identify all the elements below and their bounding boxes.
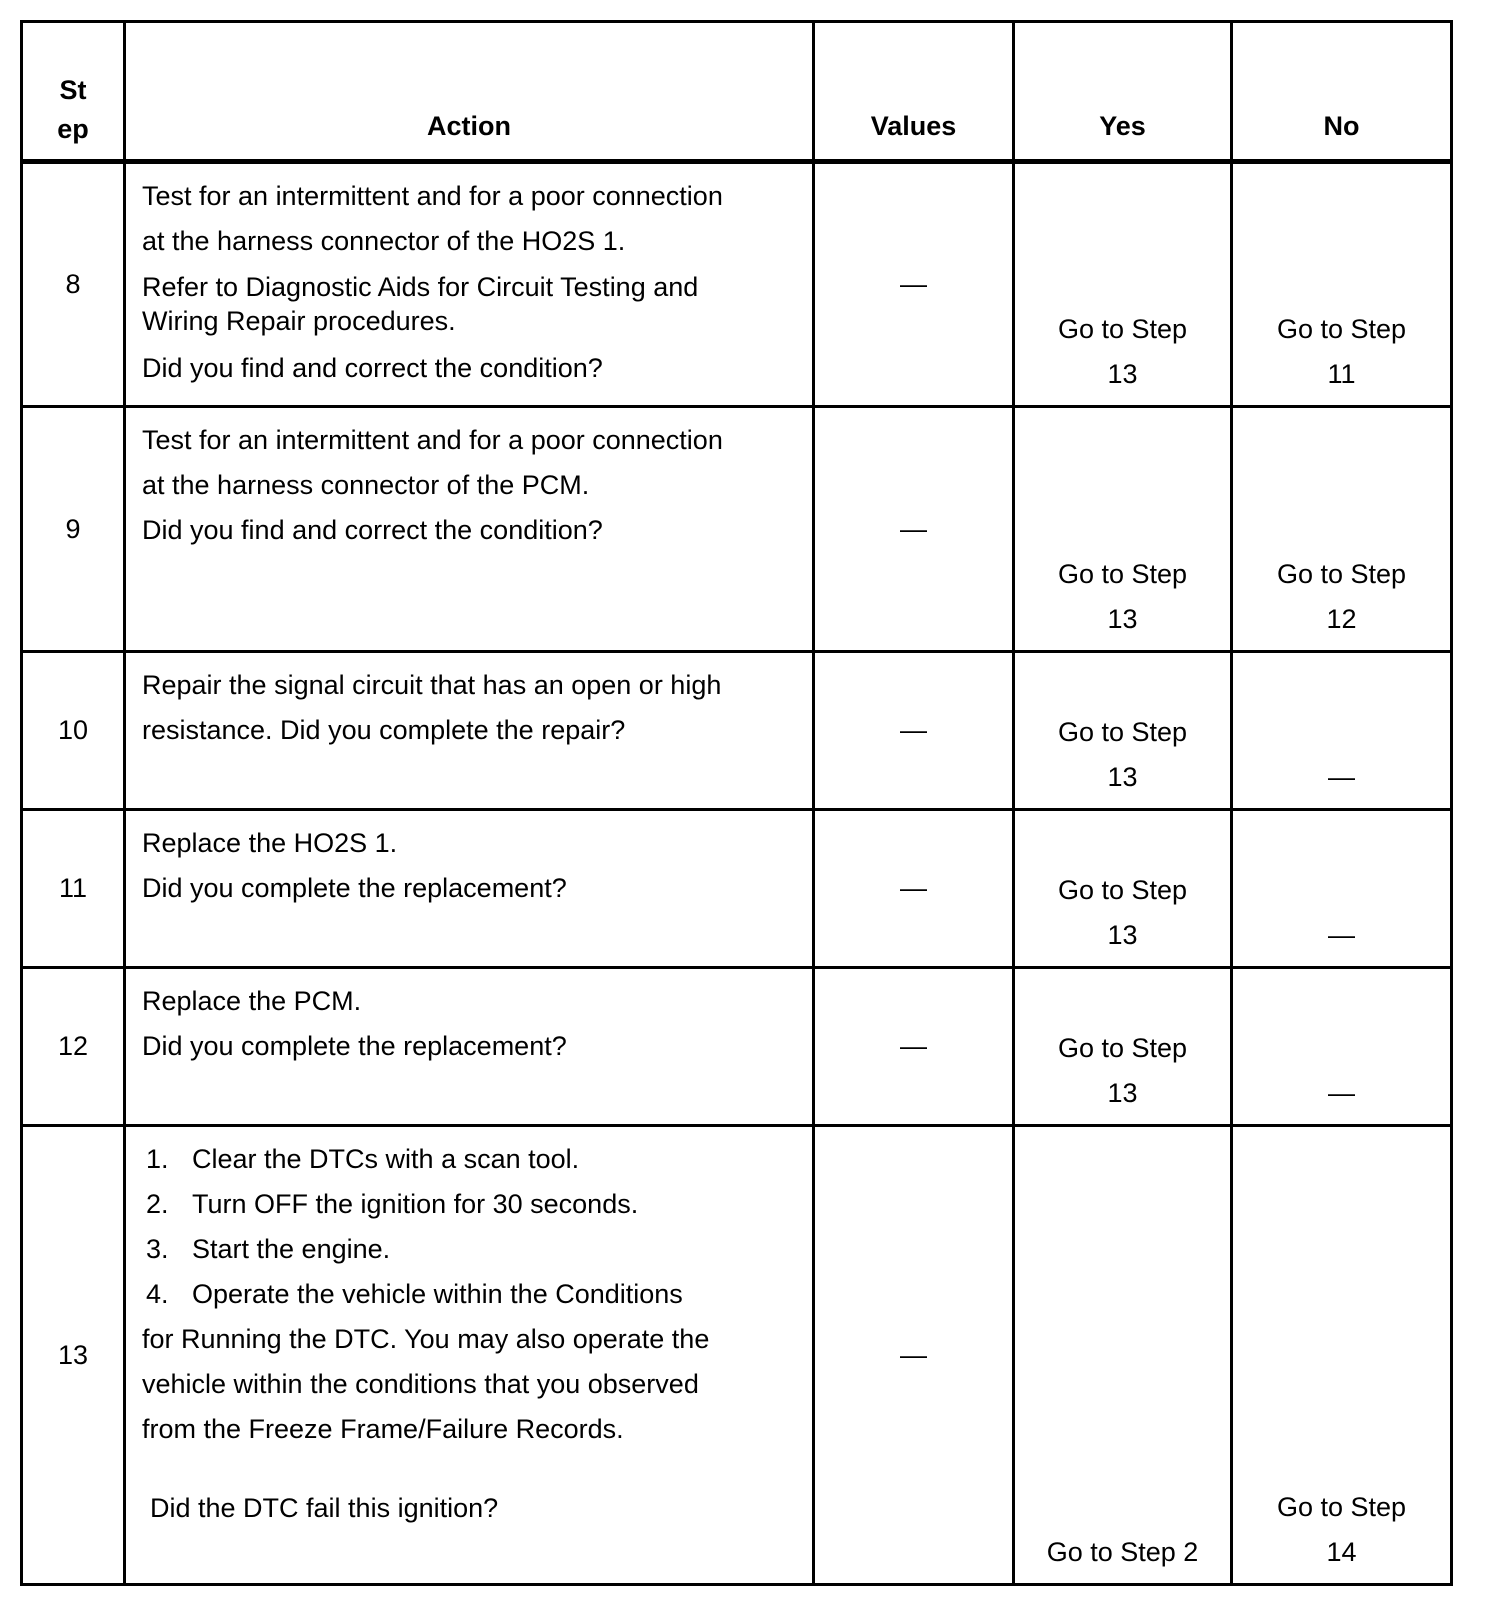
- action-line: at the harness connector of the PCM.: [142, 470, 590, 500]
- action-cell: [125, 652, 814, 810]
- values-cell: —: [814, 652, 1014, 810]
- no-cell: [1232, 407, 1452, 652]
- action-line: Wiring Repair procedures.: [142, 306, 456, 336]
- no-cell: [1232, 1126, 1452, 1585]
- no-goto-step: 14: [1326, 1537, 1357, 1567]
- action-cell: [125, 1126, 814, 1585]
- header-yes: Yes: [1014, 22, 1232, 162]
- action-cell: [125, 810, 814, 968]
- action-line: Test for an intermittent and for a poor connection: [142, 425, 723, 455]
- list-item: [142, 1137, 800, 1182]
- action-line: from the Freeze Frame/Failure Records.: [142, 1414, 624, 1444]
- yes-cell: [1014, 652, 1232, 810]
- no-cell: —: [1232, 652, 1452, 810]
- yes-cell: [1014, 162, 1232, 407]
- action-line: Refer to Diagnostic Aids for Circuit Testing and: [142, 272, 699, 302]
- yes-goto-step: 13: [1107, 1078, 1138, 1108]
- yes-goto-label: Go to Step: [1057, 559, 1188, 589]
- header-action: Action: [125, 22, 814, 162]
- action-question: Did you complete the replacement?: [142, 873, 567, 903]
- list-item-number: 3.: [146, 1234, 169, 1264]
- yes-cell: [1014, 407, 1232, 652]
- action-line: vehicle within the conditions that you observed: [142, 1369, 699, 1399]
- action-spacer: [142, 1452, 800, 1486]
- values-cell: —: [814, 407, 1014, 652]
- no-goto-label: Go to Step: [1276, 559, 1407, 589]
- table-row-step-10: [22, 652, 1452, 810]
- action-line: Replace the PCM.: [142, 986, 362, 1016]
- table-row-step-8: [22, 162, 1452, 407]
- table-row-step-13: [22, 1126, 1452, 1585]
- yes-goto-step: 13: [1107, 762, 1138, 792]
- no-cell: —: [1232, 810, 1452, 968]
- action-question: Did you complete the replacement?: [142, 1031, 567, 1061]
- header-values: Values: [814, 22, 1014, 162]
- no-goto-step: 12: [1326, 604, 1357, 634]
- header-no: No: [1232, 22, 1452, 162]
- step-number: 8: [22, 162, 125, 407]
- table-row-step-11: [22, 810, 1452, 968]
- no-goto-label: Go to Step: [1276, 314, 1407, 344]
- action-cell: [125, 407, 814, 652]
- action-line: Test for an intermittent and for a poor connection: [142, 181, 723, 211]
- table-row-step-9: [22, 407, 1452, 652]
- yes-goto-label: Go to Step: [1057, 1033, 1188, 1063]
- no-cell: [1232, 162, 1452, 407]
- list-item-number: 1.: [146, 1144, 169, 1174]
- diagnostic-table-container: [20, 20, 1450, 1586]
- action-cell: [125, 162, 814, 407]
- diagnostic-table: [20, 20, 1453, 1586]
- yes-cell: [1014, 968, 1232, 1126]
- yes-goto-label: Go to Step: [1057, 717, 1188, 747]
- yes-goto-label: Go to Step 2: [1046, 1537, 1199, 1567]
- step-number: 10: [22, 652, 125, 810]
- yes-goto-step: 13: [1107, 604, 1138, 634]
- list-item-number: 4.: [146, 1279, 169, 1309]
- action-line: Repair the signal circuit that has an open or high: [142, 670, 722, 700]
- values-cell: —: [814, 810, 1014, 968]
- values-cell: —: [814, 1126, 1014, 1585]
- table-row-step-12: [22, 968, 1452, 1126]
- yes-goto-label: Go to Step: [1057, 314, 1188, 344]
- list-item-text: Clear the DTCs with a scan tool.: [192, 1144, 580, 1174]
- action-line: at the harness connector of the HO2S 1.: [142, 226, 626, 256]
- action-cell: [125, 968, 814, 1126]
- step-number: 9: [22, 407, 125, 652]
- list-item: [142, 1227, 800, 1272]
- yes-goto-label: Go to Step: [1057, 875, 1188, 905]
- action-question: Did you find and correct the condition?: [142, 515, 603, 545]
- list-item: [142, 1182, 800, 1227]
- header-step-line2: ep: [57, 114, 89, 144]
- action-line: resistance. Did you complete the repair?: [142, 715, 626, 745]
- action-numbered-list: [142, 1137, 800, 1317]
- action-question: Did you find and correct the condition?: [142, 353, 603, 383]
- values-cell: —: [814, 968, 1014, 1126]
- list-item-number: 2.: [146, 1189, 169, 1219]
- header-row: [22, 22, 1452, 162]
- no-goto-step: 11: [1327, 359, 1356, 389]
- yes-cell: [1014, 810, 1232, 968]
- no-goto-label: Go to Step: [1276, 1492, 1407, 1522]
- yes-cell: [1014, 1126, 1232, 1585]
- header-step-line1: St: [59, 75, 87, 105]
- action-question: Did the DTC fail this ignition?: [150, 1493, 499, 1523]
- list-item: [142, 1272, 800, 1317]
- list-item-text: Turn OFF the ignition for 30 seconds.: [192, 1189, 639, 1219]
- step-number: 12: [22, 968, 125, 1126]
- action-line: Replace the HO2S 1.: [142, 828, 398, 858]
- values-cell: —: [814, 162, 1014, 407]
- yes-goto-step: 13: [1107, 359, 1138, 389]
- list-item-text: Operate the vehicle within the Conditions: [192, 1279, 683, 1309]
- step-number: 13: [22, 1126, 125, 1585]
- yes-goto-step: 13: [1107, 920, 1138, 950]
- action-line: for Running the DTC. You may also operate the: [142, 1324, 710, 1354]
- step-number: 11: [22, 810, 125, 968]
- no-cell: —: [1232, 968, 1452, 1126]
- list-item-text: Start the engine.: [192, 1234, 391, 1264]
- header-step: [22, 22, 125, 162]
